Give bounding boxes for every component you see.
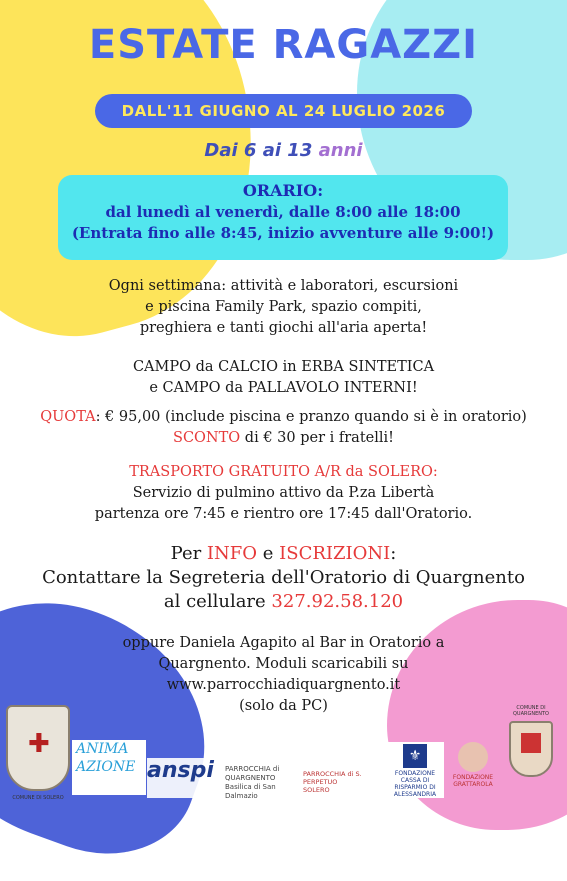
hours-entry: (Entrata fino alle 8:45, inizio avventure alle 9:00!)	[71, 224, 495, 242]
alt-contact-line-2: Quargnento. Moduli scaricabili su	[158, 656, 409, 672]
sponsor-logos	[0, 700, 567, 800]
website-link[interactable]: www.parrocchiadiquargnento.it	[166, 677, 401, 693]
quota-line	[0, 407, 567, 428]
comune-quargnento-caption: COMUNE DI QUARGNENTO	[513, 705, 549, 717]
sconto-label: SCONTO	[173, 430, 241, 446]
contact-phone-prefix: al cellulare	[163, 591, 272, 612]
sconto-text: di € 30 per i fratelli!	[240, 430, 394, 446]
contact-and: e	[257, 543, 280, 564]
age-range	[0, 140, 567, 161]
iscrizioni-highlight: ISCRIZIONI	[279, 543, 391, 564]
fondazione-a-text: FONDAZIONE CASSA DI RISPARMIO DI ALESSANDRIA	[393, 770, 437, 798]
fields-line-1: CAMPO da CALCIO in ERBA SINTETICA	[132, 359, 435, 375]
shield-icon	[509, 721, 553, 777]
parrocchia-q-text: PARROCCHIA di QUARGNENTO	[225, 765, 280, 782]
activities-line-1: Ogni settimana: attività e laboratori, escursioni	[108, 278, 459, 294]
contact-colon: :	[390, 543, 397, 564]
fondazione-grattarola-logo	[447, 740, 499, 798]
quota-text: : € 95,00 (include piscina e pranzo quando si è in oratorio)	[95, 409, 527, 425]
phone-number: 327.92.58.120	[271, 591, 404, 612]
contact-block	[0, 542, 567, 614]
solero-text: SOLERO	[303, 786, 330, 794]
anima-azione-logo	[72, 740, 146, 795]
transport-line-2: partenza ore 7:45 e rientro ore 17:45 dall'Oratorio.	[94, 506, 473, 522]
alt-contact-line-1: oppure Daniela Agapito al Bar in Oratorio a	[122, 635, 445, 651]
transport-block	[0, 462, 567, 525]
parrocchia-s-text: PARROCCHIA di S. PERPETUO	[303, 770, 362, 786]
anima-text: ANIMA	[76, 741, 129, 757]
hours-days: dal lunedì al venerdì, dalle 8:00 alle 18:00	[105, 203, 461, 221]
azione-text: AZIONE	[76, 759, 136, 775]
fondazione-g-text: FONDAZIONE GRATTAROLA	[452, 774, 494, 788]
hours-title: ORARIO:	[242, 181, 324, 200]
contact-line-2: Contattare la Segreteria dell'Oratorio di Quargnento	[42, 567, 525, 588]
price-block	[0, 407, 567, 449]
activities-line-2: e piscina Family Park, spazio compiti,	[145, 299, 422, 315]
alt-contact-line-4: (solo da PC)	[239, 698, 328, 714]
fondazione-alessandria-logo	[386, 742, 444, 798]
poster-title: ESTATE RAGAZZI	[88, 22, 479, 68]
comune-solero-logo	[6, 705, 70, 801]
portrait-icon	[458, 742, 488, 772]
fields-block	[0, 357, 567, 399]
quota-label: QUOTA	[40, 409, 96, 425]
dates-pill	[95, 94, 472, 128]
fondazione-a-icon: ⚜	[403, 744, 427, 768]
age-range-unit: anni	[318, 140, 363, 161]
cross-icon: ✚	[28, 729, 50, 759]
hours-box	[58, 175, 508, 260]
anspi-logo	[147, 758, 222, 798]
dates-text: DALL'11 GIUGNO AL 24 LUGLIO 2026	[121, 102, 446, 120]
transport-line-1: Servizio di pulmino attivo da P.za Libertà	[132, 485, 435, 501]
parrocchia-solero-logo	[303, 770, 378, 800]
age-range-numbers: Dai 6 ai 13	[204, 140, 313, 161]
basilica-text: Basilica di San Dalmazio	[225, 783, 276, 800]
sconto-line	[0, 428, 567, 449]
contact-line-3	[0, 590, 567, 614]
comune-solero-caption: COMUNE DI SOLERO	[12, 795, 64, 801]
parrocchia-quargnento-logo	[225, 765, 300, 800]
activities-block	[0, 276, 567, 339]
activities-line-3: preghiera e tanti giochi all'aria aperta!	[139, 320, 428, 336]
anspi-text: anspi	[147, 758, 214, 783]
transport-title: TRASPORTO GRATUITO A/R da SOLERO:	[129, 464, 438, 480]
info-highlight: INFO	[206, 543, 258, 564]
contact-line-1	[0, 542, 567, 566]
comune-quargnento-logo	[503, 705, 559, 787]
contact-per: Per	[170, 543, 207, 564]
fields-line-2: e CAMPO da PALLAVOLO INTERNI!	[149, 380, 418, 396]
